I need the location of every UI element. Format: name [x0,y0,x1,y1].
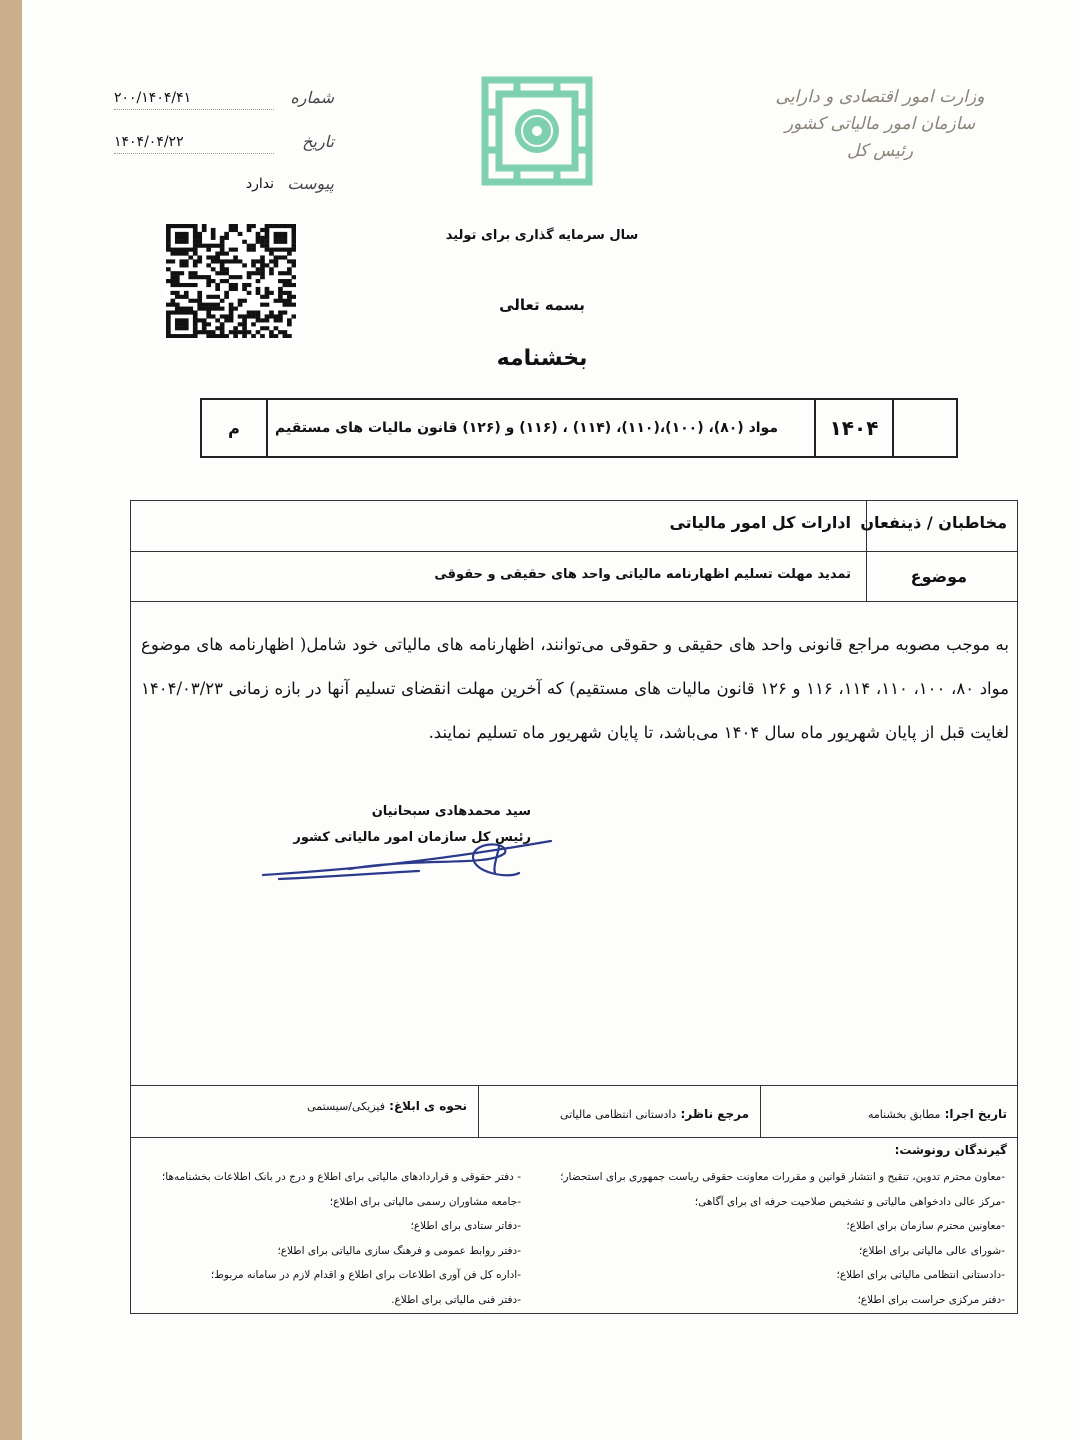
table-divider [131,601,1017,602]
letter-attachment-value: ندارد [245,176,274,192]
notification-label: نحوه ی ابلاغ: [389,1099,467,1113]
letter-page [22,0,1080,1440]
exec-date-label: تاریخ اجرا: [944,1107,1007,1121]
addressee-label: مخاطبان / ذینفعان [860,513,1007,532]
reference-blank-cell [892,400,956,456]
letter-number-value: ۲۰۰/۱۴۰۴/۴۱ [114,90,274,110]
cc-item: -دفاتر ستادی برای اطلاع؛ [410,1220,521,1233]
letter-number-row [114,88,334,116]
ministry-line-2: سازمان امور مالیاتی کشور [784,114,976,134]
letter-number-label: شماره [290,88,334,107]
table-divider [131,551,1017,552]
addressee-value: ادارات کل امور مالیاتی [669,513,851,532]
handwritten-signature [259,827,559,883]
reference-articles: مواد (۸۰)، (۱۰۰)،(۱۱۰)، (۱۱۴) ، (۱۱۶) و (۱۲۶) قانون مالیات های مستقیم [266,400,814,456]
exec-date [868,1107,1007,1121]
notification-method [307,1099,467,1113]
cc-list-right [560,1165,1005,1313]
signatory-name: سید محمدهادی سبحانیان [371,804,531,819]
cc-item: -شورای عالی مالیاتی برای اطلاع؛ [858,1244,1005,1257]
table-divider [131,1137,1017,1138]
supervisor [560,1107,749,1121]
subject-value: تمدید مهلت تسلیم اظهارنامه مالیاتی واحد های حقیقی و حقوقی [434,567,851,582]
cc-list-left [162,1165,521,1313]
signatory-title: رئیس کل سازمان امور مالیاتی کشور [293,830,531,845]
letter-date-row [114,132,334,160]
circular-body-text: به موجب مصوبه مراجع قانونی واحد های حقیقی و حقوقی می‌توانند، اظهارنامه های مالیاتی خود شامل( اظهارنامه های موضوع مواد ۸۰، ۱۰۰، ۱۱۰، ۱۱۴، ۱۱۶ و ۱۲۶ قانون مالیات های مستقیم) که آخرین مهلت انقضای تسلیم آنها در بازه زمانی ۱۴۰۴/۰۳/۲۳ لغایت قبل از پایان شهریور ماه سال ۱۴۰۴ می‌باشد، تا پایان شهریور ماه تسلیم نمایند. [141,635,1010,742]
table-divider [760,1085,761,1137]
qr-code [166,224,296,338]
notification-value: فیزیکی/سیستمی [307,1100,385,1113]
subject-label: موضوع [910,567,967,586]
year-slogan: سال سرمایه گذاری برای تولید [445,228,639,243]
ministry-line-1: وزارت امور اقتصادی و دارایی [775,87,985,107]
table-divider [478,1085,479,1137]
cc-item: - دفتر حقوقی و قراردادهای مالیاتی برای اطلاع و درج در بانک اطلاعات بخشنامه‌ها؛ [161,1171,521,1183]
document-type-title: بخشنامه [496,346,588,371]
cc-item: -جامعه مشاوران رسمی مالیاتی برای اطلاع؛ [329,1195,521,1208]
basmala: بسمه تعالی [499,296,585,314]
cc-item: -مرکز عالی دادخواهی مالیاتی و تشخیص صلاحیت حرفه ای برای آگاهی؛ [694,1195,1005,1208]
letter-attachment-row [114,174,334,202]
ministry-header [750,84,1010,165]
cc-item: -دادستانی انتظامی مالیاتی برای اطلاع؛ [836,1269,1005,1282]
circular-reference-box [200,398,958,458]
reference-code: م [228,418,240,438]
letter-date-label: تاریخ [302,132,334,151]
cc-item: -اداره کل فن آوری اطلاعات برای اطلاع و اقدام لازم در سامانه مربوط؛ [210,1269,521,1282]
reference-year: ۱۴۰۴ [814,400,892,456]
exec-date-value: مطابق بخشنامه [867,1108,941,1121]
supervisor-label: مرجع ناظر: [680,1107,749,1121]
cc-item: -دفتر فنی مالیاتی برای اطلاع. [391,1293,521,1306]
supervisor-value: دادستانی انتظامی مالیاتی [559,1108,677,1121]
cc-item: -معاون محترم تدوین، تنقیح و انتشار قوانین و مقررات معاونت حقوقی ریاست جمهوری برای استحضار؛ [560,1171,1005,1183]
cc-item: -دفتر مرکزی حراست برای اطلاع؛ [857,1293,1005,1306]
cc-item: -دفتر روابط عمومی و فرهنگ سازی مالیاتی برای اطلاع؛ [277,1244,521,1257]
letter-date-value: ۱۴۰۴/۰۴/۲۲ [114,134,274,154]
cc-item: -معاونین محترم سازمان برای اطلاع؛ [846,1220,1005,1233]
table-divider [131,1085,1017,1086]
tax-organization-logo [477,72,597,190]
cc-title: گیرندگان رونوشت: [894,1143,1007,1157]
letter-attachment-label: پیوست [287,174,334,193]
ministry-line-3: رئیس کل [846,141,914,161]
circular-table [130,500,1018,1314]
